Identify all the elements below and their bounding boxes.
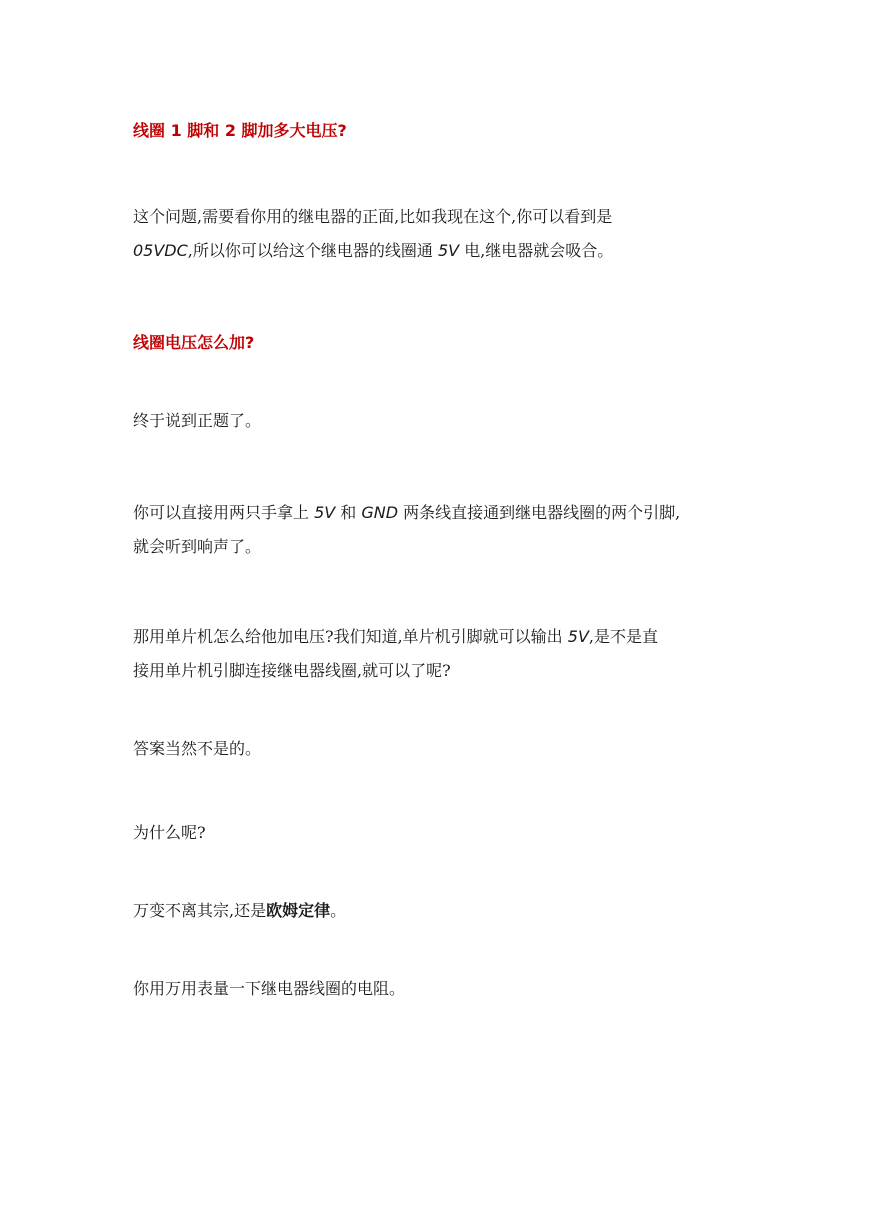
paragraph-text: 那用单片机怎么给他加电压?我们知道,单片机引脚就可以输出 bbox=[133, 627, 568, 646]
paragraph-text: 电,继电器就会吸合。 bbox=[459, 241, 614, 260]
paragraph-why: 为什么呢? bbox=[133, 823, 206, 842]
voltage-value: 5V bbox=[567, 627, 589, 646]
paragraph-main-topic: 终于说到正题了。 bbox=[133, 411, 262, 430]
paragraph-measure-resistance: 你用万用表量一下继电器线圈的电阻。 bbox=[133, 979, 406, 998]
ohms-law-term: 欧姆定律 bbox=[266, 901, 331, 920]
paragraph-line: 这个问题,需要看你用的继电器的正面,比如我现在这个,你可以看到是 bbox=[133, 207, 613, 226]
paragraph-answer: 答案当然不是的。 bbox=[133, 739, 262, 758]
voltage-value: 5V bbox=[314, 503, 336, 522]
heading-coil-voltage: 线圈 1 脚和 2 脚加多大电压? bbox=[133, 121, 347, 140]
paragraph-line: 接用单片机引脚连接继电器线圈,就可以了呢? bbox=[133, 661, 451, 680]
paragraph-text: ,是不是直 bbox=[588, 627, 658, 646]
paragraph-ohms-law bbox=[133, 894, 743, 928]
ground-label: GND bbox=[361, 503, 399, 522]
voltage-value: 5V bbox=[437, 241, 460, 260]
paragraph-text: 你可以直接用两只手拿上 bbox=[133, 503, 315, 522]
voltage-code: 05VDC bbox=[133, 241, 188, 260]
paragraph-text: 万变不离其宗,还是 bbox=[133, 901, 267, 920]
paragraph-text: ,所以你可以给这个继电器的线圈通 bbox=[187, 241, 438, 260]
paragraph-text: 和 bbox=[335, 503, 362, 522]
paragraph-relay-face bbox=[133, 200, 743, 268]
paragraph-text: 两条线直接通到继电器线圈的两个引脚, bbox=[398, 503, 681, 522]
paragraph-line: 就会听到响声了。 bbox=[133, 537, 262, 556]
paragraph-text: 。 bbox=[330, 901, 347, 920]
paragraph-mcu-question bbox=[133, 620, 743, 688]
heading-how-to-apply: 线圈电压怎么加? bbox=[133, 333, 255, 352]
paragraph-direct-wire bbox=[133, 496, 743, 564]
